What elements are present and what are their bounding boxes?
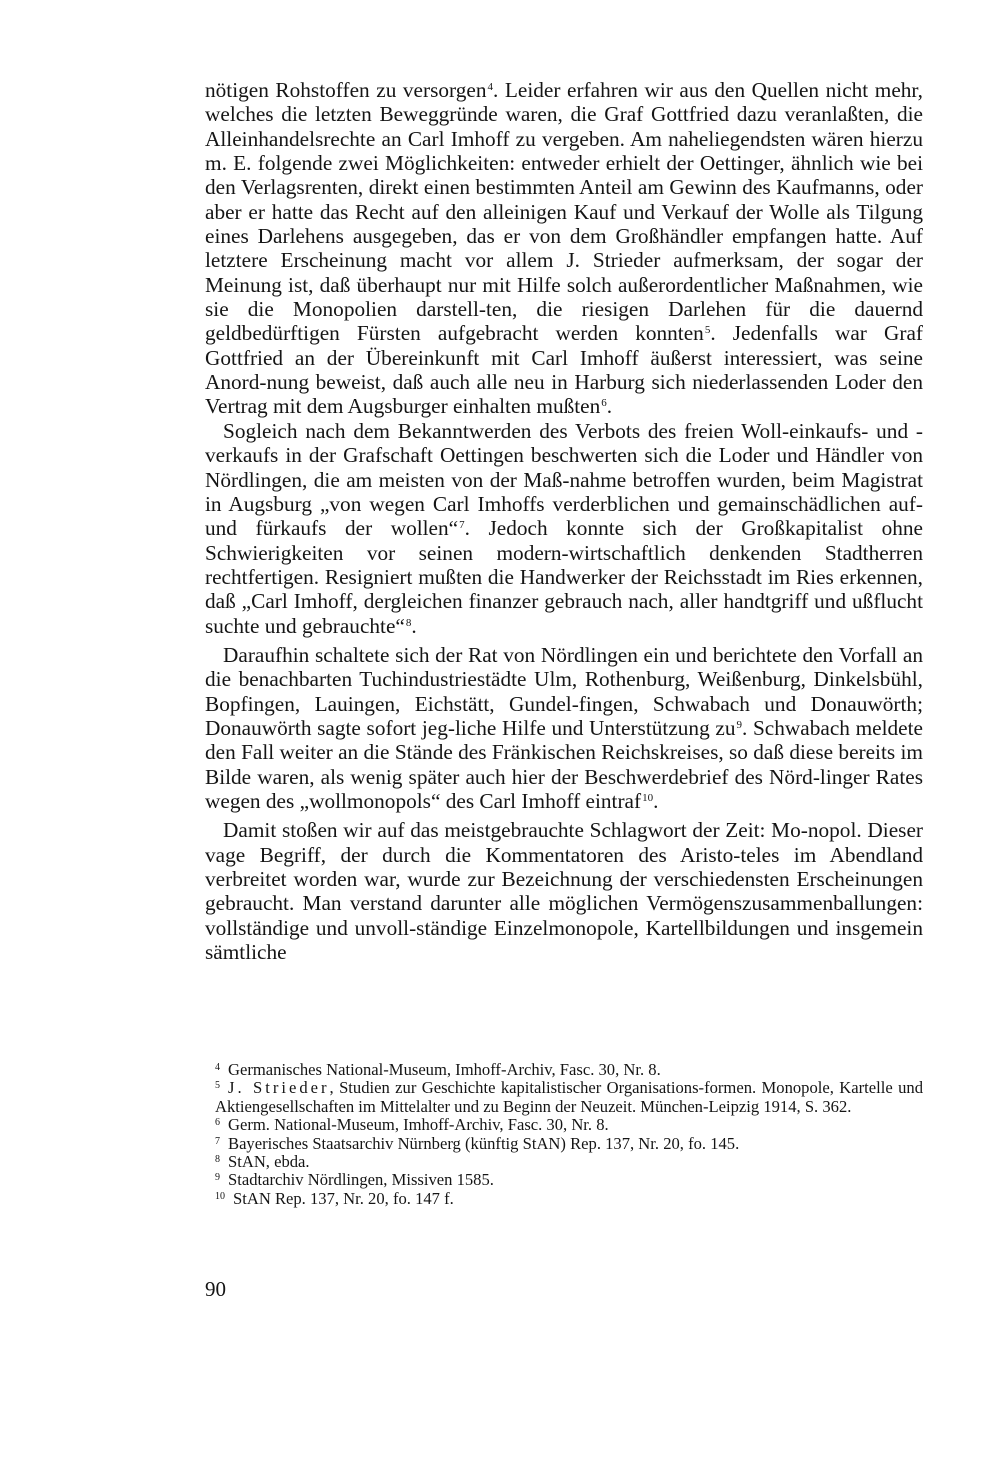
footnote-number: 7 xyxy=(215,1135,220,1147)
footnote xyxy=(215,1153,923,1171)
footnote-number: 8 xyxy=(215,1154,220,1166)
page-number: 90 xyxy=(205,1277,226,1301)
paragraph xyxy=(205,78,923,419)
footnote xyxy=(215,1116,923,1134)
footnote-text: Bayerisches Staatsarchiv Nürnberg (künftig StAN) Rep. 137, Nr. 20, fo. 145. xyxy=(228,1133,740,1153)
paragraph xyxy=(205,818,923,964)
body-text xyxy=(205,78,923,964)
footnote-text: , Studien zur Geschichte kapitalistischer Organisations-formen. Monopole, Kartelle und Aktiengesellschaften im Mittelalter und zu Beginn der Neuzeit. München-Leipzig 1914, S. 362. xyxy=(215,1078,923,1116)
footnote-ref[interactable]: 7 xyxy=(459,519,465,532)
paragraph-text: . Schwabach meldete den Fall weiter an die Stände des Fränkischen Reichskreises, so daß diese bereits im Bilde waren, als wenig später auch hier der Beschwerdebrief des Nörd-linger Rates wegen des „wollmonopols“ des Carl Imhoff eintraf xyxy=(205,715,924,813)
footnote xyxy=(215,1135,923,1153)
footnote xyxy=(215,1190,923,1208)
footnote-text: Stadtarchiv Nördlingen, Missiven 1585. xyxy=(228,1170,494,1190)
footnote-ref[interactable]: 5 xyxy=(704,324,711,337)
footnotes xyxy=(215,1061,923,1208)
footnote-author: J. Strieder xyxy=(228,1078,330,1098)
paragraph-text: . Leider erfahren wir aus den Quellen nicht mehr, welches die letzten Beweggründe waren, die Graf Gottfried dazu veranlaßten, die Alleinhandelsrechte an Carl Imhoff zu vergeben. Am naheliegendsten wären hierzu m. E. folgende zwei Möglichkeiten: entweder erhielt der Oettinger, ähnlich wie bei den Verlagsrenten, direkt einen bestimmten Anteil am Gewinn des Kaufmanns, oder aber er hatte das Recht auf den alleinigen Kauf und Verkauf der Wolle als Tilgung eines Darlehens ausgegeben, das er von dem Großhändler empfangen hatte. Auf letztere Erscheinung macht vor allem J. Strieder aufmerksam, der sogar der Meinung ist, daß überhaupt nur mit Hilfe solch außerordentlicher Maßnahmen, wie sie die Monopolien darstell-ten, die riesigen Darlehen für die dauernd geldbedürftigen Fürsten aufgebracht werden konnten xyxy=(205,78,923,346)
paragraph-text: Daraufhin schaltete sich der Rat von Nördlingen ein und berichtete den Vorfall an die benachbarten Tuchindustriestädte Ulm, Rothenburg, Weißenburg, Dinkelsbühl, Bopfingen, Lauingen, Eichstätt, Gundel-fingen, Schwabach und Donauwörth; Donauwörth sagte sofort jeg-liche Hilfe und Unterstützung zu xyxy=(205,642,923,740)
footnote-ref[interactable]: 6 xyxy=(601,397,607,410)
paragraph-text: . xyxy=(653,788,659,813)
footnote xyxy=(215,1079,923,1116)
footnote-ref[interactable]: 10 xyxy=(642,791,654,804)
paragraph-text: nötigen Rohstoffen zu versorgen xyxy=(205,78,487,102)
footnote-text: Germanisches National-Museum, Imhoff-Archiv, Fasc. 30, Nr. 8. xyxy=(228,1060,661,1079)
paragraph-text: . Jedenfalls war Graf Gottfried an der Übereinkunft mit Carl Imhoff äußerst interessiert, was seine Anord-nung beweist, daß auch alle neu in Harburg sich niederlassenden Loder den Vertrag mit dem Augsburger einhalten mußten xyxy=(205,321,923,419)
footnote-text: StAN, ebda. xyxy=(228,1152,310,1172)
footnote xyxy=(215,1171,923,1189)
paragraph-text: . Jedoch konnte sich der Großkapitalist ohne Schwierigkeiten vor seinen modern-wirtschaftlich denkenden Stadtherren rechtfertigen. Resigniert mußten die Handwerker der Reichsstadt im Ries erkennen, daß „Carl Imhoff, dergleichen finanzer gebrauch nach, aller handtgriff und ußflucht suchte und gebrauchte“ xyxy=(205,516,923,638)
footnote-number: 5 xyxy=(215,1080,220,1092)
paragraph-text: Damit stoßen wir auf das meistgebrauchte Schlagwort der Zeit: Mo-nopol. Dieser vage Begriff, der durch die Kommentatoren des Aristo-teles im Abendland verbreitet worden war, wurde zur Bezeichnung der verschiedensten Erscheinungen gebraucht. Man verstand darunter alle möglichen Vermögenszusammenballungen: vollständige und unvoll-ständige Einzelmonopole, Kartellbildungen und insgemein sämtliche xyxy=(205,818,923,965)
paragraph xyxy=(205,419,923,638)
footnote-number: 4 xyxy=(215,1062,220,1073)
footnote-ref[interactable]: 8 xyxy=(405,616,412,629)
footnote-ref[interactable]: 4 xyxy=(487,81,493,93)
footnote xyxy=(215,1061,923,1079)
footnote-number: 10 xyxy=(215,1190,225,1202)
footnote-number: 9 xyxy=(215,1172,220,1184)
footnote-text: Germ. National-Museum, Imhoff-Archiv, Fasc. 30, Nr. 8. xyxy=(228,1115,609,1135)
paragraph-text: . xyxy=(606,394,613,419)
footnote-text: StAN Rep. 137, Nr. 20, fo. 147 f. xyxy=(233,1188,454,1208)
footnote-ref[interactable]: 9 xyxy=(736,718,742,731)
paragraph xyxy=(205,643,923,813)
footnote-number: 6 xyxy=(215,1117,220,1129)
paragraph-text: Sogleich nach dem Bekanntwerden des Verbots des freien Woll-einkaufs- und -verkaufs in der Grafschaft Oettingen beschwerten sich die Loder und Händler von Nördlingen, die am meisten von der Maß-nahme betroffen wurden, beim Magistrat in Augsburg „von wegen Carl Imhoffs verderblichen und gemainschädlichen auf- und fürkaufs der wollen“ xyxy=(205,418,923,541)
paragraph-text: . xyxy=(411,613,417,638)
